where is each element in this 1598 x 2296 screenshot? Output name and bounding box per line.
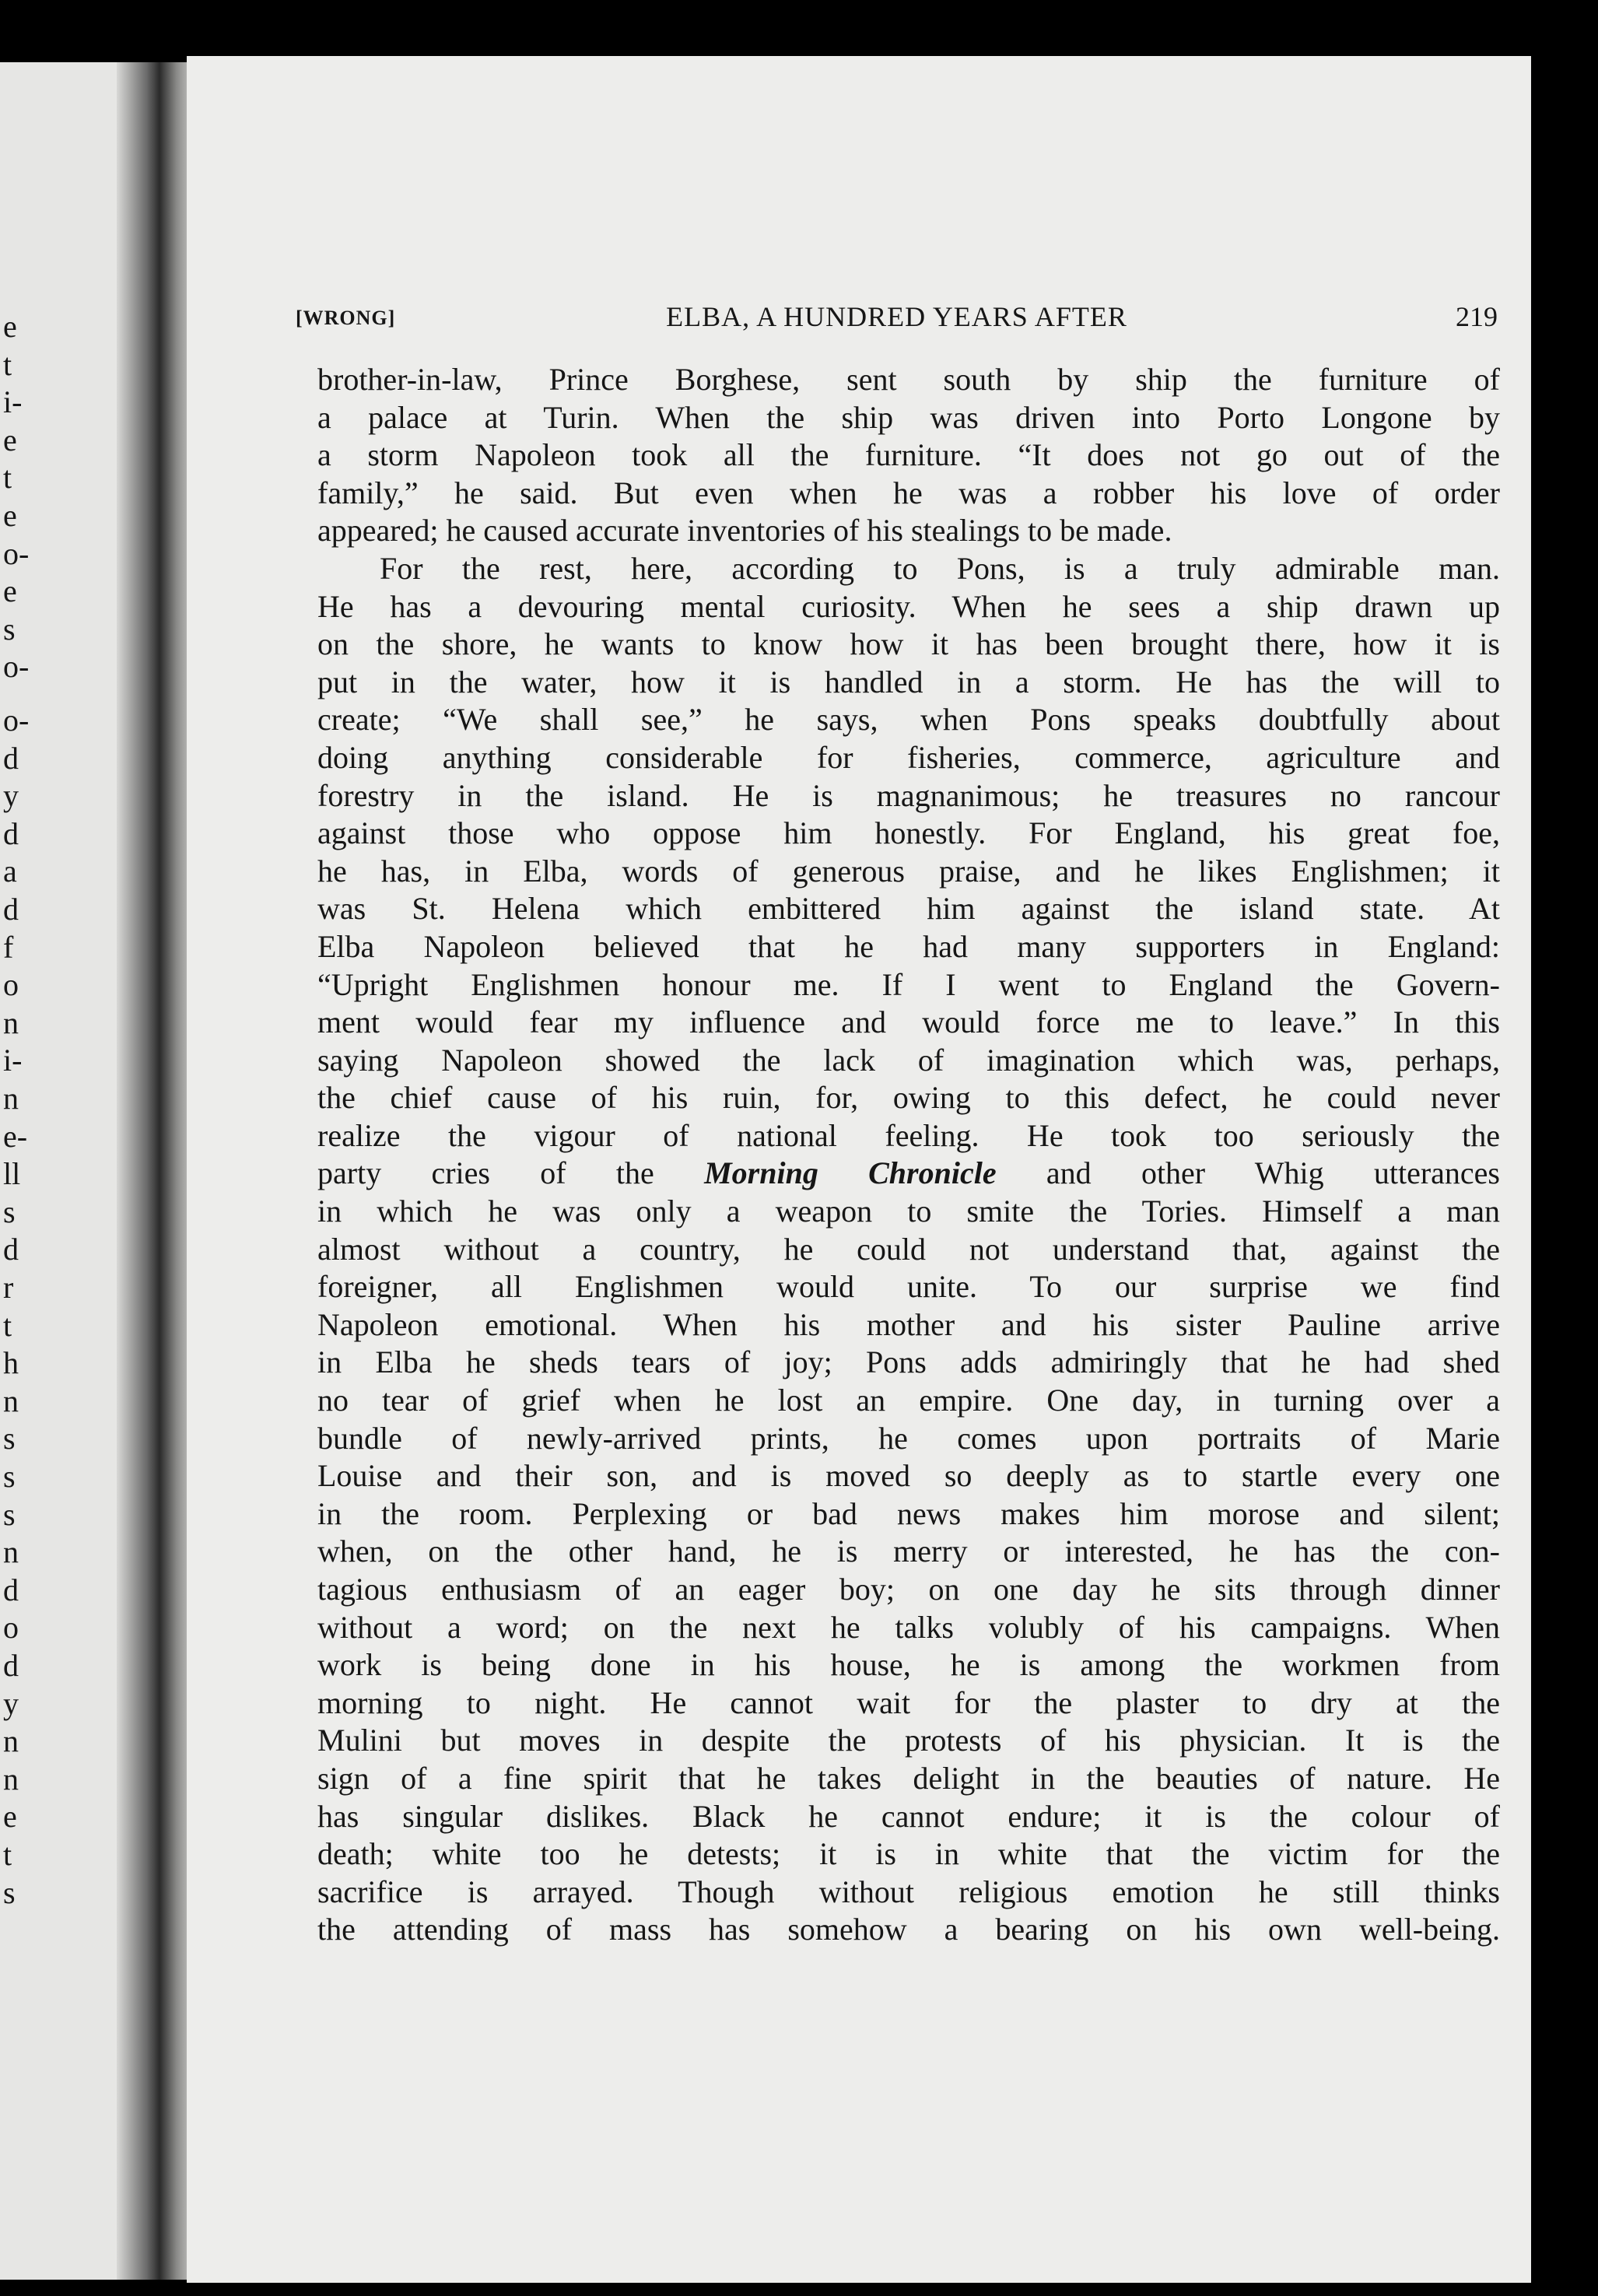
text-line: He has a devouring mental curiosity. When he sees a ship drawn up [317,588,1500,624]
text-line: appeared; he caused accurate inventories of his stealings to be made. [317,513,1172,549]
previous-page-fragment: f [3,929,14,965]
text-line: Elba Napoleon believed that he had many supporters in England: [317,928,1500,964]
page-number: 219 [1456,301,1498,332]
text-line: the chief cause of his ruin, for, owing to this defect, he could never [317,1080,1500,1116]
text-line: he has, in Elba, words of generous praise, and he likes Englishmen; it [317,853,1500,889]
text-line: “Upright Englishmen honour me. If I went to England the Govern- [317,966,1500,1002]
text-line-with-italic [317,1155,1500,1193]
previous-page-fragment: e [3,1799,17,1835]
previous-page-fragment: o- [3,535,30,571]
previous-page-fragment: e- [3,1118,28,1154]
text-line: put in the water, how it is handled in a storm. He has the will to [317,664,1500,699]
text-line: doing anything considerable for fisheries, commerce, agriculture and [317,739,1500,775]
text-line: Mulini but moves in despite the protests of his physician. It is the [317,1723,1500,1758]
previous-page-fragment: s [3,611,16,647]
previous-page-fragment: s [3,1194,16,1229]
previous-page-fragment: o- [3,649,30,685]
previous-page-fragment: e [3,573,17,609]
text-line: For the rest, here, according to Pons, is a truly admirable man. [380,550,1500,586]
text-line: realize the vigour of national feeling. He took too seriously the [317,1117,1500,1153]
previous-page-fragment: t [3,346,12,382]
previous-page-fragment: s [3,1496,16,1532]
header-tag: [WRONG] [296,307,396,329]
text-line: create; “We shall see,” he says, when Pons speaks doubtfully about [317,702,1500,738]
text-line: a storm Napoleon took all the furniture. “It does not go out of the [317,437,1500,473]
text-line: against those who oppose him honestly. For England, his great foe, [317,815,1500,851]
text-line: Louise and their son, and is moved so deeply as to startle every one [317,1458,1500,1494]
text-line: sacrifice is arrayed. Though without religious emotion he still thinks [317,1874,1500,1909]
text-line: saying Napoleon showed the lack of imagination which was, perhaps, [317,1042,1500,1078]
text-line: no tear of grief when he lost an empire. One day, in turning over a [317,1383,1500,1418]
previous-page-fragment: o [3,967,19,1003]
previous-page-fragment: n [3,1723,19,1759]
previous-page-fragment: ll [3,1156,21,1192]
previous-page-fragment: d [3,740,19,776]
previous-page-fragment: t [3,460,12,496]
text-line: sign of a fine spirit that he takes delight in the beauties of nature. He [317,1760,1500,1796]
text-line: without a word; on the next he talks volubly of his campaigns. When [317,1609,1500,1645]
previous-page-fragment: i- [3,1043,23,1078]
text-line: ment would fear my influence and would force me to leave.” In this [317,1004,1500,1040]
previous-page-fragment: t [3,1837,12,1872]
text-line: morning to night. He cannot wait for the plaster to dry at the [317,1684,1500,1720]
previous-page-fragment: d [3,892,19,927]
previous-page-fragment: d [3,1648,19,1683]
previous-page-fragment: e [3,309,17,344]
previous-page-fragment: y [3,778,19,814]
text-line: foreigner, all Englishmen would unite. To our surprise we find [317,1269,1500,1305]
text-line: almost without a country, he could not understand that, against the [317,1231,1500,1267]
previous-page-fragment: n [3,1081,19,1116]
italic-newspaper-title: Morning Chronicle [704,1155,997,1191]
previous-page-fragment: d [3,1572,19,1607]
previous-page-fragment: e [3,498,17,533]
text-line: in Elba he sheds tears of joy; Pons adds admiringly that he had shed [317,1344,1500,1380]
text-line: work is being done in his house, he is among the workmen from [317,1647,1500,1683]
text-line: a palace at Turin. When the ship was driven into Porto Longone by [317,399,1500,435]
previous-page-fragment: h [3,1345,19,1381]
previous-page-fragment: t [3,1307,12,1343]
running-header [296,300,1498,339]
previous-page-fragment: n [3,1383,19,1418]
previous-page-fragment: y [3,1685,19,1721]
text-line: has singular dislikes. Black he cannot endure; it is the colour of [317,1798,1500,1834]
previous-page-fragment: a [3,854,17,889]
previous-page-fragment: s [3,1421,16,1456]
previous-page-fragment: n [3,1004,19,1040]
text-line: when, on the other hand, he is merry or interested, he has the con- [317,1534,1500,1569]
previous-page-fragment: n [3,1761,19,1796]
text-line: bundle of newly-arrived prints, he comes upon portraits of Marie [317,1420,1500,1456]
previous-page-fragment: r [3,1270,14,1305]
previous-page-fragment: e [3,422,17,457]
text-line: tagious enthusiasm of an eager boy; on one day he sits through dinner [317,1572,1500,1607]
text-line: death; white too he detests; it is in white that the victim for the [317,1836,1500,1872]
running-title: ELBA, A HUNDRED YEARS AFTER [666,301,1127,332]
previous-page-fragment: s [3,1459,16,1494]
text-line: on the shore, he wants to know how it has been brought there, how it is [317,626,1500,662]
text-line: Napoleon emotional. When his mother and his sister Pauline arrive [317,1306,1500,1342]
text-line: in which he was only a weapon to smite the Tories. Himself a man [317,1194,1500,1229]
book-page [187,56,1531,2283]
text-line: in the room. Perplexing or bad news makes him morose and silent; [317,1495,1500,1531]
text-span: and other Whig utterances [1046,1155,1500,1191]
text-line: family,” he said. But even when he was a robber his love of order [317,475,1500,510]
previous-page-fragment: d [3,1232,19,1267]
text-line: was St. Helena which embittered him against the island state. At [317,891,1500,927]
text-line: brother-in-law, Prince Borghese, sent south by ship the furniture of [317,362,1500,397]
text-line: the attending of mass has somehow a bearing on his own well-being. [317,1912,1500,1947]
previous-page-fragment: o- [3,703,30,738]
body-text [317,361,1500,1949]
previous-page-fragment: s [3,1874,16,1910]
text-line: forestry in the island. He is magnanimous; he treasures no rancour [317,777,1500,813]
previous-page-fragment: i- [3,384,23,420]
previous-page-fragment: o [3,1610,19,1646]
previous-page-fragment: d [3,815,19,851]
previous-page-fragment: n [3,1534,19,1570]
text-span: party cries of the [317,1155,654,1191]
